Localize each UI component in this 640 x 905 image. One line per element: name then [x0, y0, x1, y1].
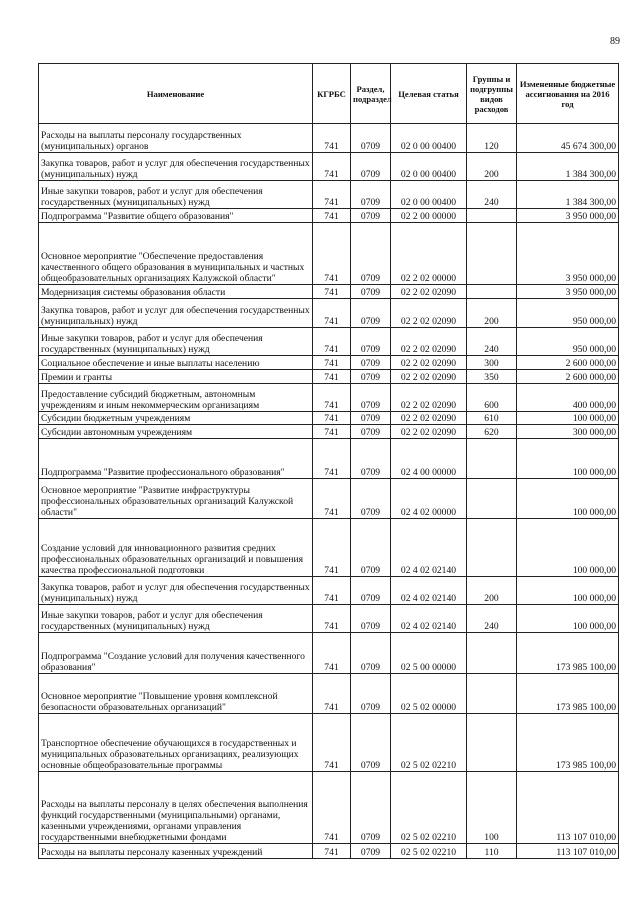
- cell-target: 02 4 02 00000: [391, 479, 467, 519]
- cell-amount: 100 000,00: [517, 605, 619, 633]
- cell-kgrbs: 741: [313, 328, 351, 356]
- cell-group: 600: [467, 384, 517, 412]
- cell-name: Иные закупки товаров, работ и услуг для обеспечения государственных (муниципальных) нужд: [39, 605, 313, 633]
- table-row: [39, 674, 619, 714]
- cell-kgrbs: 741: [313, 124, 351, 153]
- table-row: [39, 223, 619, 285]
- cell-target: 02 2 00 00000: [391, 209, 467, 223]
- cell-amount: 100 000,00: [517, 577, 619, 605]
- cell-section: 0709: [351, 605, 391, 633]
- cell-target: 02 2 02 02090: [391, 384, 467, 412]
- cell-name: Создание условий для инновационного развития средних профессиональных образовательных организаций и повышения качества профессиональной подготовки: [39, 519, 313, 577]
- cell-section: 0709: [351, 479, 391, 519]
- cell-target: 02 2 02 02090: [391, 299, 467, 328]
- cell-section: 0709: [351, 674, 391, 714]
- cell-section: 0709: [351, 209, 391, 223]
- cell-amount: 113 107 010,00: [517, 844, 619, 859]
- cell-section: 0709: [351, 356, 391, 370]
- cell-kgrbs: 741: [313, 285, 351, 299]
- cell-amount: 173 985 100,00: [517, 674, 619, 714]
- cell-section: 0709: [351, 370, 391, 384]
- budget-table: [38, 63, 619, 859]
- header-group: Группы и подгруппы видов расходов: [467, 64, 517, 124]
- cell-name: Субсидии бюджетным учреждениям: [39, 412, 313, 425]
- cell-group: [467, 633, 517, 674]
- cell-target: 02 2 02 02090: [391, 328, 467, 356]
- cell-section: 0709: [351, 844, 391, 859]
- cell-name: Иные закупки товаров, работ и услуг для обеспечения государственных (муниципальных) нужд: [39, 181, 313, 209]
- cell-kgrbs: 741: [313, 153, 351, 181]
- cell-name: Закупка товаров, работ и услуг для обеспечения государственных (муниципальных) нужд: [39, 299, 313, 328]
- cell-target: 02 0 00 00400: [391, 181, 467, 209]
- cell-amount: 100 000,00: [517, 412, 619, 425]
- table-row: [39, 124, 619, 153]
- cell-amount: 950 000,00: [517, 328, 619, 356]
- table-row: [39, 577, 619, 605]
- header-row: [39, 64, 619, 124]
- cell-amount: 2 600 000,00: [517, 370, 619, 384]
- cell-kgrbs: 741: [313, 425, 351, 439]
- header-amount: Измененные бюджетные ассигнования на 2016 год: [517, 64, 619, 124]
- cell-kgrbs: 741: [313, 223, 351, 285]
- cell-group: 610: [467, 412, 517, 425]
- cell-name: Иные закупки товаров, работ и услуг для обеспечения государственных (муниципальных) нужд: [39, 328, 313, 356]
- cell-target: 02 2 02 02090: [391, 356, 467, 370]
- cell-kgrbs: 741: [313, 370, 351, 384]
- cell-group: 200: [467, 153, 517, 181]
- table-row: [39, 772, 619, 844]
- cell-section: 0709: [351, 299, 391, 328]
- cell-group: [467, 209, 517, 223]
- cell-kgrbs: 741: [313, 479, 351, 519]
- cell-amount: 100 000,00: [517, 479, 619, 519]
- cell-name: Подпрограмма "Развитие профессионального образования": [39, 439, 313, 479]
- cell-name: Транспортное обеспечение обучающихся в государственных и муниципальных образовательных организациях, реализующих основные общеобразовательные программы: [39, 714, 313, 772]
- cell-name: Премии и гранты: [39, 370, 313, 384]
- cell-target: 02 4 02 02140: [391, 577, 467, 605]
- cell-amount: 3 950 000,00: [517, 209, 619, 223]
- cell-group: 200: [467, 577, 517, 605]
- cell-group: 110: [467, 844, 517, 859]
- cell-amount: 100 000,00: [517, 439, 619, 479]
- cell-section: 0709: [351, 633, 391, 674]
- cell-name: Модернизация системы образования области: [39, 285, 313, 299]
- header-kgrbs: КГРБС: [313, 64, 351, 124]
- cell-target: 02 4 02 02140: [391, 605, 467, 633]
- cell-name: Закупка товаров, работ и услуг для обеспечения государственных (муниципальных) нужд: [39, 577, 313, 605]
- cell-amount: 45 674 300,00: [517, 124, 619, 153]
- cell-group: 300: [467, 356, 517, 370]
- cell-kgrbs: 741: [313, 633, 351, 674]
- cell-name: Подпрограмма "Развитие общего образования": [39, 209, 313, 223]
- cell-group: 200: [467, 299, 517, 328]
- page-number: 89: [610, 36, 620, 47]
- cell-group: [467, 439, 517, 479]
- table-row: [39, 633, 619, 674]
- cell-amount: 300 000,00: [517, 425, 619, 439]
- table-row: [39, 605, 619, 633]
- cell-amount: 173 985 100,00: [517, 633, 619, 674]
- header-target: Целевая статья: [391, 64, 467, 124]
- cell-kgrbs: 741: [313, 181, 351, 209]
- cell-section: 0709: [351, 153, 391, 181]
- cell-kgrbs: 741: [313, 519, 351, 577]
- cell-section: 0709: [351, 124, 391, 153]
- cell-target: 02 2 02 02090: [391, 370, 467, 384]
- cell-target: 02 5 00 00000: [391, 633, 467, 674]
- cell-section: 0709: [351, 384, 391, 412]
- cell-group: 100: [467, 772, 517, 844]
- cell-amount: 2 600 000,00: [517, 356, 619, 370]
- table-row: [39, 439, 619, 479]
- cell-amount: 1 384 300,00: [517, 153, 619, 181]
- cell-name: Субсидии автономным учреждениям: [39, 425, 313, 439]
- table-row: [39, 328, 619, 356]
- cell-section: 0709: [351, 519, 391, 577]
- cell-kgrbs: 741: [313, 439, 351, 479]
- cell-target: 02 2 02 00000: [391, 223, 467, 285]
- cell-group: 120: [467, 124, 517, 153]
- table-row: [39, 519, 619, 577]
- cell-group: [467, 674, 517, 714]
- table-row: [39, 153, 619, 181]
- cell-target: 02 2 02 02090: [391, 285, 467, 299]
- cell-amount: 3 950 000,00: [517, 285, 619, 299]
- cell-name: Основное мероприятие "Повышение уровня комплексной безопасности образовательных организаций": [39, 674, 313, 714]
- cell-section: 0709: [351, 439, 391, 479]
- cell-kgrbs: 741: [313, 412, 351, 425]
- cell-name: Социальное обеспечение и иные выплаты населению: [39, 356, 313, 370]
- cell-kgrbs: 741: [313, 772, 351, 844]
- cell-amount: 100 000,00: [517, 519, 619, 577]
- cell-kgrbs: 741: [313, 844, 351, 859]
- header-section: Раздел, подраздел: [351, 64, 391, 124]
- cell-group: 240: [467, 181, 517, 209]
- cell-target: 02 0 00 00400: [391, 124, 467, 153]
- table-row: [39, 425, 619, 439]
- cell-section: 0709: [351, 772, 391, 844]
- cell-target: 02 2 02 02090: [391, 412, 467, 425]
- cell-group: [467, 223, 517, 285]
- cell-target: 02 4 00 00000: [391, 439, 467, 479]
- cell-amount: 1 384 300,00: [517, 181, 619, 209]
- table-row: [39, 209, 619, 223]
- cell-section: 0709: [351, 425, 391, 439]
- cell-name: Основное мероприятие "Обеспечение предоставления качественного общего образования в муниципальных и частных общеобразовательных организациях Калужской области": [39, 223, 313, 285]
- table-row: [39, 370, 619, 384]
- cell-target: 02 0 00 00400: [391, 153, 467, 181]
- table-row: [39, 181, 619, 209]
- cell-group: [467, 714, 517, 772]
- cell-name: Расходы на выплаты персоналу государственных (муниципальных) органов: [39, 124, 313, 153]
- cell-target: 02 4 02 02140: [391, 519, 467, 577]
- cell-target: 02 5 02 02210: [391, 714, 467, 772]
- cell-target: 02 5 02 00000: [391, 674, 467, 714]
- cell-target: 02 2 02 02090: [391, 425, 467, 439]
- cell-section: 0709: [351, 223, 391, 285]
- cell-amount: 400 000,00: [517, 384, 619, 412]
- table-row: [39, 479, 619, 519]
- cell-group: 240: [467, 328, 517, 356]
- cell-amount: 950 000,00: [517, 299, 619, 328]
- cell-kgrbs: 741: [313, 299, 351, 328]
- cell-kgrbs: 741: [313, 356, 351, 370]
- cell-kgrbs: 741: [313, 605, 351, 633]
- cell-group: [467, 519, 517, 577]
- cell-group: [467, 285, 517, 299]
- cell-name: Расходы на выплаты персоналу в целях обеспечения выполнения функций государственными (муниципальными) органами, казенными учреждениями, органами управления государственными внебюджетными фондами: [39, 772, 313, 844]
- cell-kgrbs: 741: [313, 714, 351, 772]
- cell-kgrbs: 741: [313, 209, 351, 223]
- cell-group: [467, 479, 517, 519]
- cell-name: Закупка товаров, работ и услуг для обеспечения государственных (муниципальных) нужд: [39, 153, 313, 181]
- cell-name: Подпрограмма "Создание условий для получения качественного образования": [39, 633, 313, 674]
- cell-group: 240: [467, 605, 517, 633]
- cell-amount: 113 107 010,00: [517, 772, 619, 844]
- cell-section: 0709: [351, 714, 391, 772]
- table-row: [39, 299, 619, 328]
- cell-section: 0709: [351, 328, 391, 356]
- cell-kgrbs: 741: [313, 384, 351, 412]
- cell-name: Предоставление субсидий бюджетным, автономным учреждениям и иным некоммерческим организациям: [39, 384, 313, 412]
- cell-section: 0709: [351, 181, 391, 209]
- table-row: [39, 714, 619, 772]
- table-row: [39, 384, 619, 412]
- header-name: Наименование: [39, 64, 313, 124]
- cell-target: 02 5 02 02210: [391, 772, 467, 844]
- cell-kgrbs: 741: [313, 577, 351, 605]
- cell-section: 0709: [351, 577, 391, 605]
- cell-kgrbs: 741: [313, 674, 351, 714]
- cell-section: 0709: [351, 285, 391, 299]
- table-row: [39, 844, 619, 859]
- cell-name: Расходы на выплаты персоналу казенных учреждений: [39, 844, 313, 859]
- table-row: [39, 412, 619, 425]
- cell-group: 350: [467, 370, 517, 384]
- cell-name: Основное мероприятие "Развитие инфраструктуры профессиональных образовательных организаций Калужской области": [39, 479, 313, 519]
- table-row: [39, 285, 619, 299]
- cell-section: 0709: [351, 412, 391, 425]
- cell-amount: 173 985 100,00: [517, 714, 619, 772]
- table-row: [39, 356, 619, 370]
- cell-group: 620: [467, 425, 517, 439]
- cell-target: 02 5 02 02210: [391, 844, 467, 859]
- cell-amount: 3 950 000,00: [517, 223, 619, 285]
